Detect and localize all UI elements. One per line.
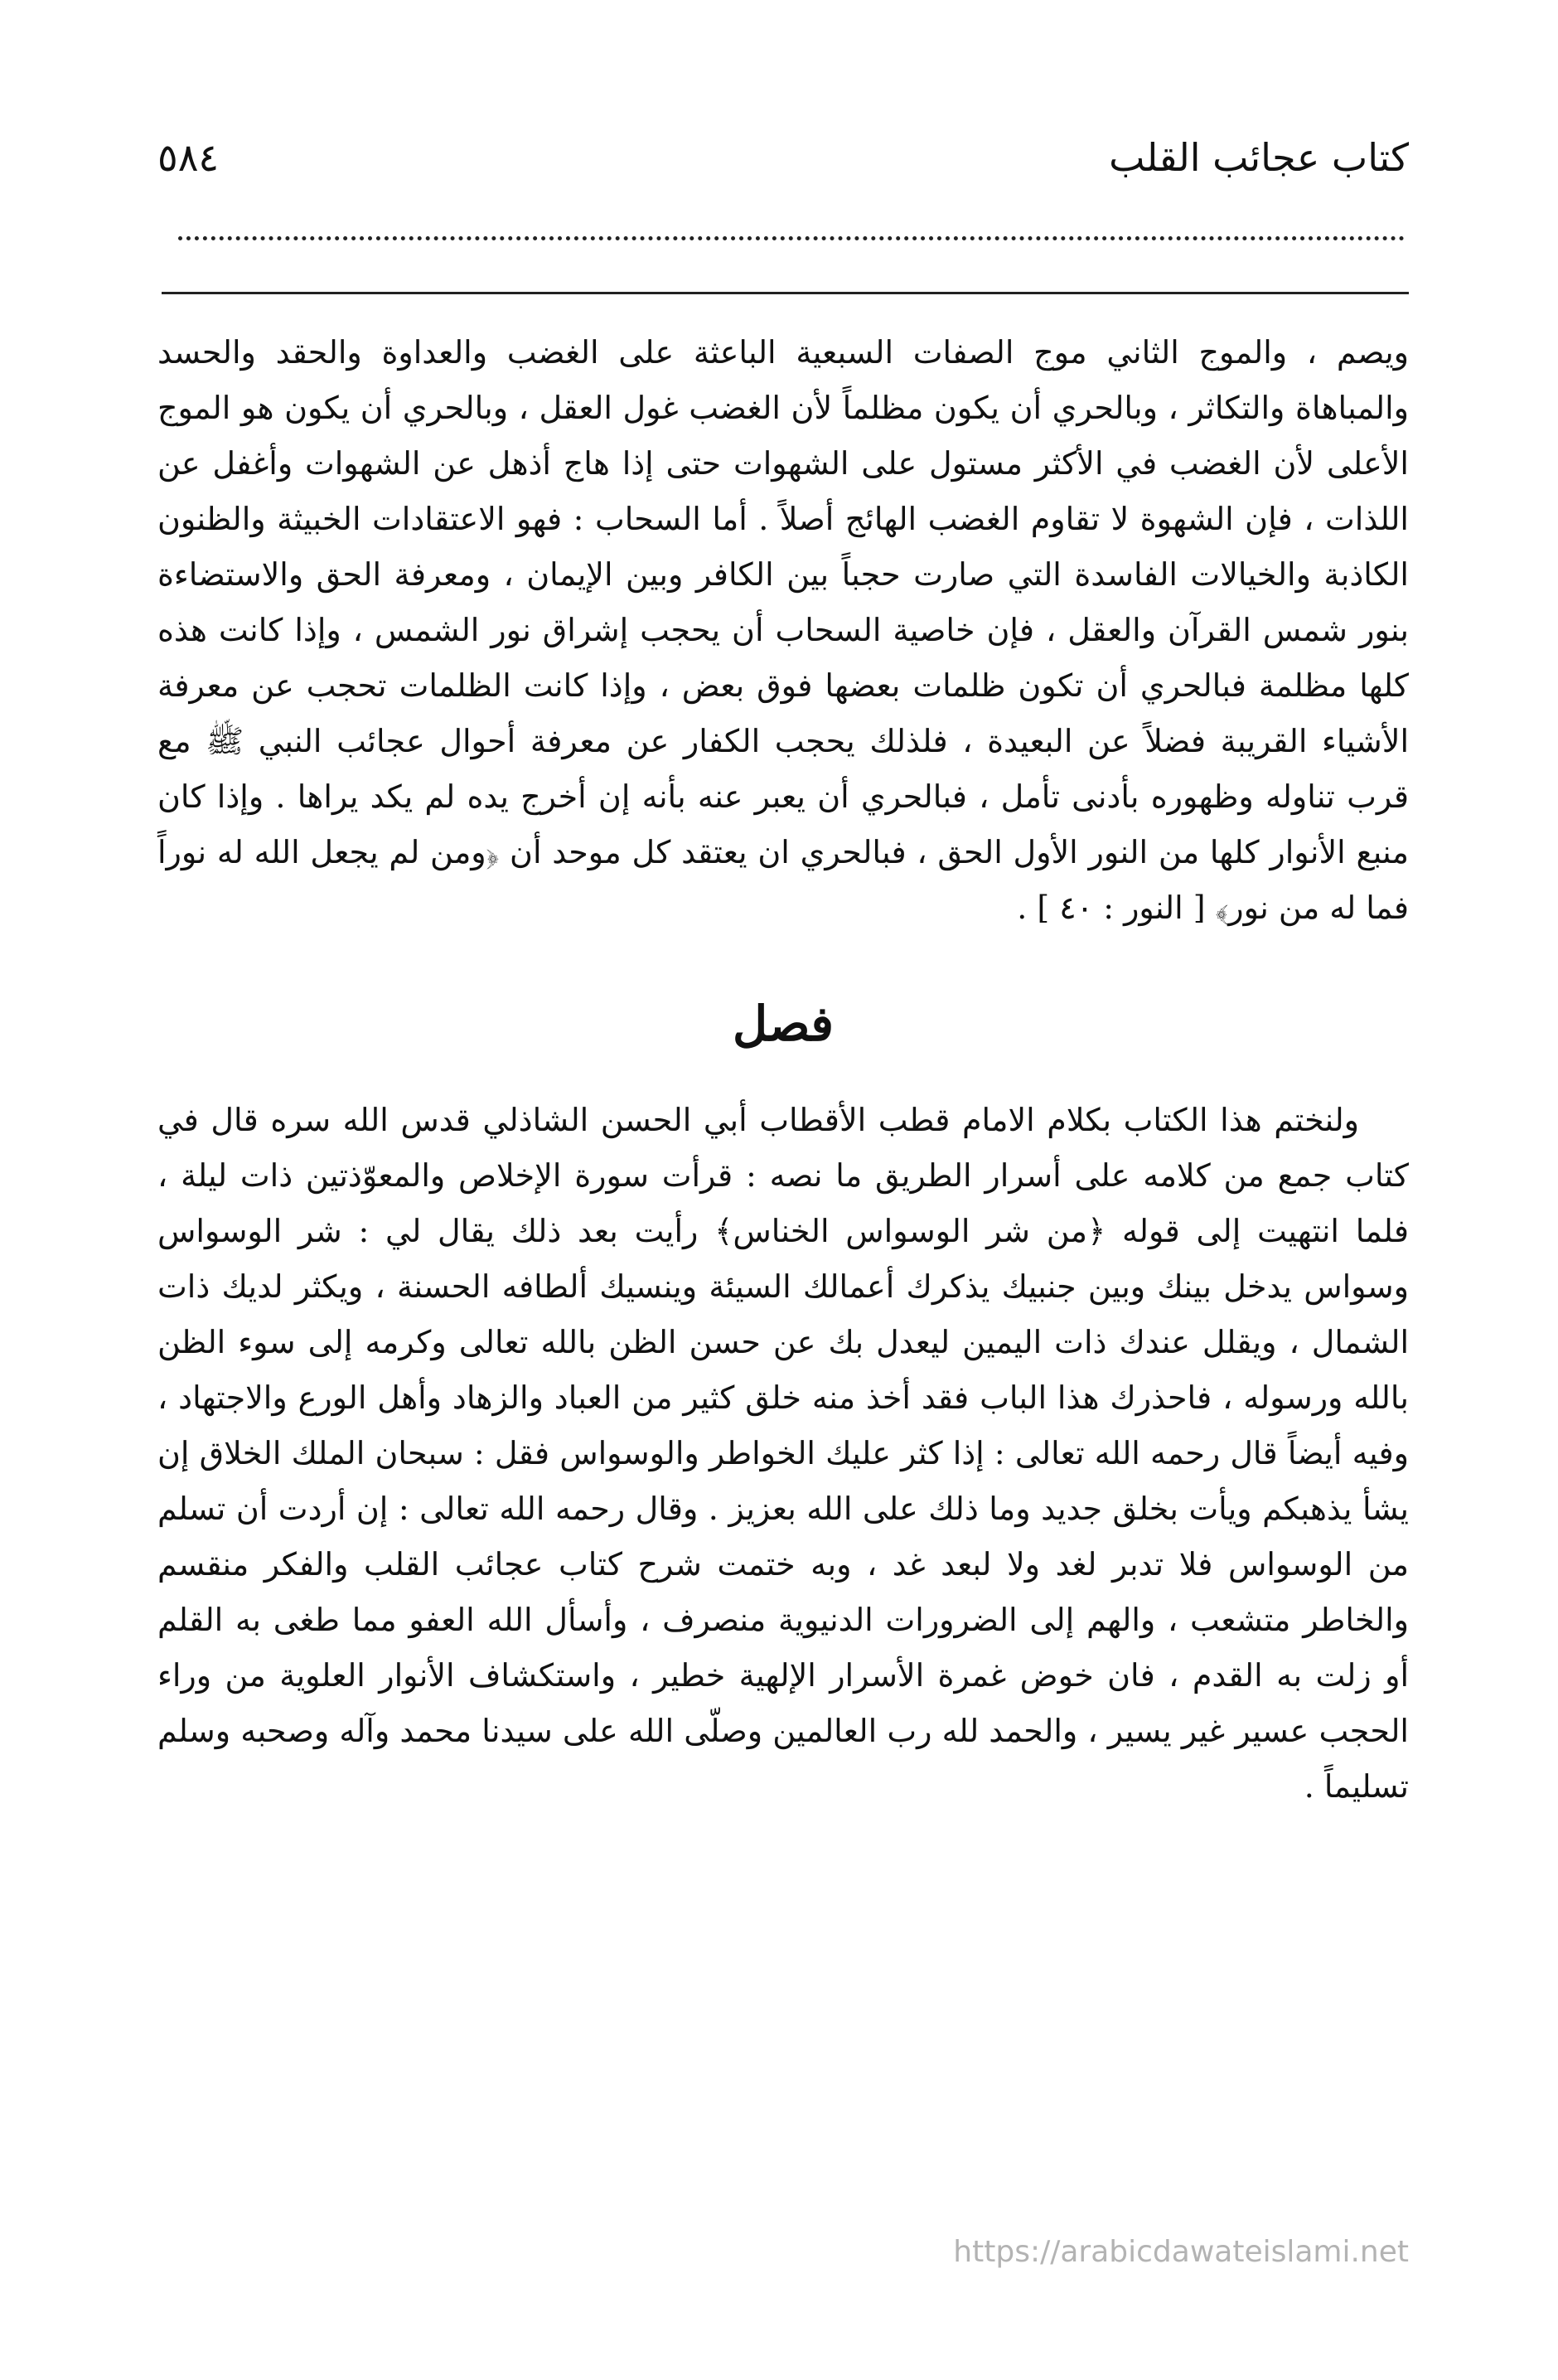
header-rule [162,292,1409,294]
paragraph-1: ويصم ، والموج الثاني موج الصفات السبعية الباعثة على الغضب والعداوة والحقد والحسد والمباهاة والتكاثر ، وبالحري أن يكون مظلماً لأن الغضب غول العقل ، وبالحري أن يكون هو الموج الأعلى لأن الغضب في الأكثر مستول على الشهوات حتى إذا هاج أذهل عن الشهوات وأغفل عن اللذات ، فإن الشهوة لا تقاوم الغضب الهائج أصلاً . أما السحاب : فهو الاعتقادات الخبيثة والظنون الكاذبة والخيالات الفاسدة التي صارت حجباً بين الكافر وبين الإيمان ، ومعرفة الحق والاستضاءة بنور شمس القرآن والعقل ، فإن خاصية السحاب أن يحجب إشراق نور الشمس ، وإذا كانت هذه كلها مظلمة فبالحري أن تكون ظلمات بعضها فوق بعض ، وإذا كانت الظلمات تحجب عن معرفة الأشياء القريبة فضلاً عن البعيدة ، فلذلك يحجب الكفار عن معرفة أحوال عجائب النبي ﷺ مع قرب تناوله وظهوره بأدنى تأمل ، فبالحري أن يعبر عنه بأنه إن أخرج يده لم يكد يراها . وإذا كان منبع الأنوار كلها من النور الأول الحق ، فبالحري ان يعتقد كل موحد أن ﴿ومن لم يجعل الله له نوراً فما له من نور﴾ [ النور : ٤٠ ] . [157,334,1409,926]
page-number: ٥٨٤ [157,135,220,180]
running-title: كتاب عجائب القلب [1109,135,1409,180]
body-text-bottom [157,1093,1409,1815]
watermark-url[interactable]: https://arabicdawateislami.net [953,2235,1409,2269]
body-text-top [157,325,1409,936]
paragraph-2: ولنختم هذا الكتاب بكلام الامام قطب الأقطاب أبي الحسن الشاذلي قدس الله سره قال في كتاب جمع من كلامه على أسرار الطريق ما نصه : قرأت سورة الإخلاص والمعوّذتين ذات ليلة ، فلما انتهيت إلى قوله ﴿من شر الوسواس الخناس﴾ رأيت بعد ذلك يقال لي : شر الوسواس وسواس يدخل بينك وبين جنبيك يذكرك أعمالك السيئة وينسيك ألطافه الحسنة ، ويكثر لديك ذات الشمال ، ويقلل عندك ذات اليمين ليعدل بك عن حسن الظن بالله تعالى وكرمه إلى سوء الظن بالله ورسوله ، فاحذرك هذا الباب فقد أخذ منه خلق كثير من العباد والزهاد وأهل الورع والاجتهاد ، وفيه أيضاً قال رحمه الله تعالى : إذا كثر عليك الخواطر والوسواس فقل : سبحان الملك الخلاق إن يشأ يذهبكم ويأت بخلق جديد وما ذلك على الله بعزيز . وقال رحمه الله تعالى : إن أردت أن تسلم من الوسواس فلا تدبر لغد ولا لبعد غد ، وبه ختمت شرح كتاب عجائب القلب والفكر منقسم والخاطر متشعب ، والهم إلى الضرورات الدنيوية منصرف ، وأسأل الله العفو مما طغى به القلم أو زلت به القدم ، فان خوض غمرة الأسرار الإلهية خطير ، واستكشاف الأنوار العلوية من وراء الحجب عسير غير يسير ، والحمد لله رب العالمين وصلّى الله على سيدنا محمد وآله وصحبه وسلم تسليماً . [157,1102,1409,1805]
page-header [157,124,1409,199]
dotted-separator [178,236,1405,252]
section-heading: فصل [733,996,834,1052]
